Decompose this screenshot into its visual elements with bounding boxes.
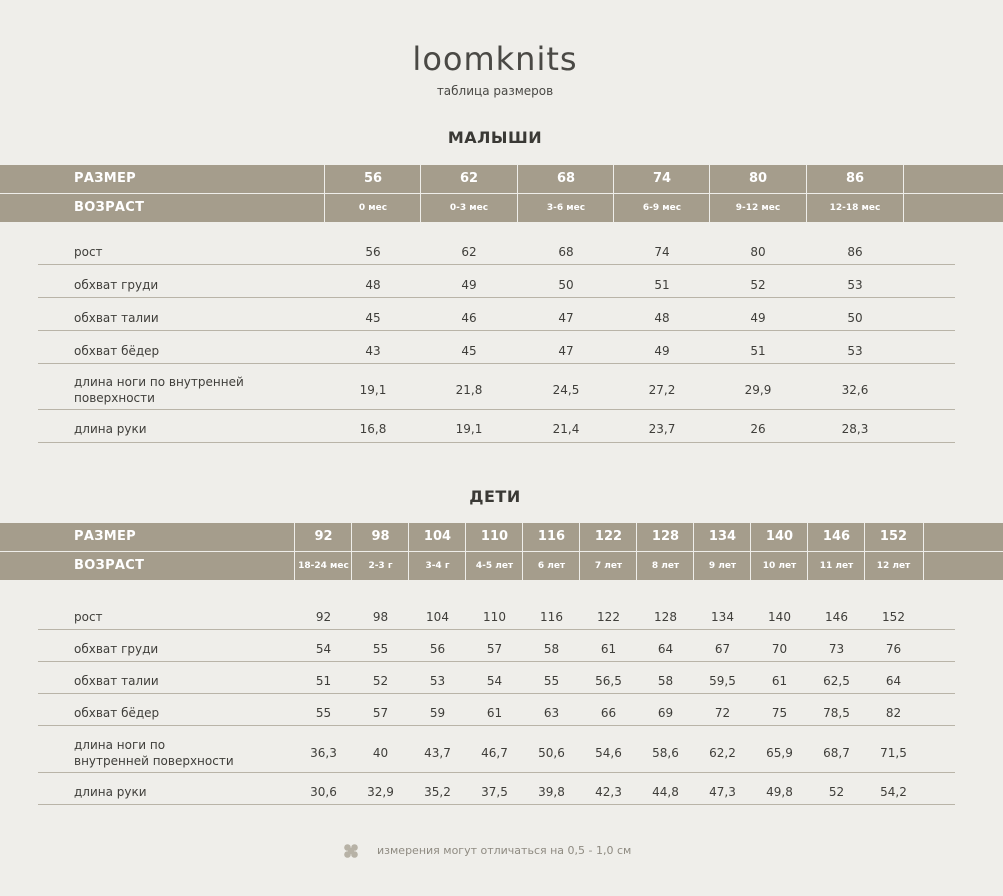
measurement-value: 42,3 (595, 785, 622, 799)
measurement-value: 80 (750, 245, 766, 259)
measurement-value: 23,7 (648, 422, 676, 436)
size-header-cell: 128 (651, 529, 680, 544)
measurement-value: 146 (825, 610, 848, 624)
table-row (38, 669, 955, 694)
measurement-value: 78,5 (823, 706, 850, 720)
measurement-value: 46 (461, 311, 477, 325)
measurement-value: 32,6 (841, 383, 869, 397)
measurement-value: 110 (483, 610, 506, 624)
measurement-value: 39,8 (538, 785, 565, 799)
page-subtitle: таблица размеров (436, 84, 554, 98)
measurement-value: 98 (372, 610, 389, 624)
column-divider (709, 165, 710, 222)
table-row (38, 734, 955, 773)
measurement-value: 43 (365, 344, 381, 358)
measurement-value: 46,7 (481, 746, 508, 760)
column-divider (613, 165, 614, 222)
measurement-value: 24,5 (552, 383, 580, 397)
measurement-value: 51 (750, 344, 766, 358)
measurement-value: 53 (847, 344, 863, 358)
measurement-value: 58 (543, 642, 560, 656)
measurement-value: 64 (885, 674, 902, 688)
measurement-value: 36,3 (310, 746, 337, 760)
measurement-value: 37,5 (481, 785, 508, 799)
babies-header-band (0, 165, 1003, 222)
measurement-value: 66 (600, 706, 617, 720)
size-header-cell: 104 (423, 529, 452, 544)
table-row (38, 338, 955, 364)
knot-icon (343, 843, 359, 859)
column-divider (522, 523, 523, 580)
measurement-value: 48 (365, 278, 381, 292)
age-header-cell: 6-9 мес (642, 203, 682, 213)
measurement-value: 56 (429, 642, 446, 656)
age-header-cell: 9 лет (708, 561, 737, 571)
measurement-value: 70 (771, 642, 788, 656)
footnote-text: измерения могут отличаться на 0,5 - 1,0 см (377, 844, 632, 857)
measurement-value: 21,8 (455, 383, 483, 397)
measurement-value: 47 (558, 344, 574, 358)
measurement-value: 73 (828, 642, 845, 656)
measurement-value: 35,2 (424, 785, 451, 799)
measurement-value: 59,5 (709, 674, 736, 688)
age-header-cell: 4-5 лет (475, 561, 514, 571)
age-header-cell: 10 лет (762, 561, 797, 571)
column-divider (750, 523, 751, 580)
measurement-value: 55 (315, 706, 332, 720)
table-row (38, 272, 955, 298)
column-divider (579, 523, 580, 580)
measurement-value: 21,4 (552, 422, 580, 436)
table-row (38, 780, 955, 805)
measurement-value: 49 (654, 344, 670, 358)
column-divider (636, 523, 637, 580)
babies-age-row (0, 194, 1003, 222)
measurement-label: обхват талии (74, 311, 159, 325)
measurement-value: 53 (429, 674, 446, 688)
size-header-cell: 122 (594, 529, 623, 544)
age-header-cell: 18-24 мес (298, 561, 349, 571)
measurement-value: 82 (885, 706, 902, 720)
size-header-cell: 98 (371, 529, 390, 544)
measurement-value: 57 (486, 642, 503, 656)
age-header-cell: 3-6 мес (546, 203, 586, 213)
measurement-value: 19,1 (359, 383, 387, 397)
measurement-value: 54,2 (880, 785, 907, 799)
measurement-label: обхват груди (74, 642, 159, 656)
size-header-cell: 68 (556, 171, 576, 186)
measurement-label: рост (74, 245, 103, 259)
measurement-value: 55 (543, 674, 560, 688)
size-header-cell: 92 (314, 529, 333, 544)
column-divider (517, 165, 518, 222)
measurement-value: 51 (654, 278, 670, 292)
measurement-label: обхват талии (74, 674, 159, 688)
size-header-cell: 140 (765, 529, 794, 544)
measurement-value: 68,7 (823, 746, 850, 760)
age-header-cell: 6 лет (537, 561, 566, 571)
size-header-cell: 86 (845, 171, 865, 186)
measurement-value: 134 (711, 610, 734, 624)
measurement-value: 54 (486, 674, 503, 688)
size-row-label: РАЗМЕР (74, 529, 136, 544)
measurement-value: 61 (486, 706, 503, 720)
column-divider (465, 523, 466, 580)
measurement-value: 104 (426, 610, 449, 624)
column-divider (408, 523, 409, 580)
table-row (38, 637, 955, 662)
kids-header-band (0, 523, 1003, 580)
table-row (38, 605, 955, 630)
measurement-value: 128 (654, 610, 677, 624)
measurement-value: 69 (657, 706, 674, 720)
table-row (38, 701, 955, 726)
measurement-value: 59 (429, 706, 446, 720)
measurement-value: 68 (558, 245, 574, 259)
age-row-label: ВОЗРАСТ (74, 558, 145, 573)
measurement-value: 75 (771, 706, 788, 720)
measurement-value: 45 (461, 344, 477, 358)
measurement-label: обхват бёдер (74, 706, 160, 720)
measurement-value: 29,9 (744, 383, 772, 397)
kids-section-title: ДЕТИ (469, 487, 521, 506)
size-header-cell: 134 (708, 529, 737, 544)
measurement-value: 40 (372, 746, 389, 760)
measurement-value: 50 (558, 278, 574, 292)
measurement-value: 44,8 (652, 785, 679, 799)
age-header-cell: 2-3 г (368, 561, 393, 571)
measurement-value: 62 (461, 245, 477, 259)
size-header-cell: 56 (363, 171, 383, 186)
measurement-value: 48 (654, 311, 670, 325)
measurement-value: 56,5 (595, 674, 622, 688)
size-row-label: РАЗМЕР (74, 171, 136, 186)
size-header-cell: 110 (480, 529, 509, 544)
size-header-cell: 116 (537, 529, 566, 544)
measurement-label: обхват бёдер (74, 344, 160, 358)
column-divider (324, 165, 325, 222)
measurement-value: 50 (847, 311, 863, 325)
babies-size-row (0, 165, 1003, 193)
kids-age-row (0, 552, 1003, 580)
column-divider (923, 523, 924, 580)
measurement-value: 47,3 (709, 785, 736, 799)
measurement-label: длина руки (74, 785, 147, 799)
measurement-value: 67 (714, 642, 731, 656)
measurement-value: 30,6 (310, 785, 337, 799)
measurement-value: 27,2 (648, 383, 676, 397)
measurement-value: 49 (461, 278, 477, 292)
babies-section-title: МАЛЫШИ (447, 128, 543, 147)
measurement-value: 51 (315, 674, 332, 688)
size-header-cell: 152 (879, 529, 908, 544)
measurement-value: 62,2 (709, 746, 736, 760)
measurement-value: 61 (600, 642, 617, 656)
age-header-cell: 9-12 мес (735, 203, 781, 213)
measurement-value: 19,1 (455, 422, 483, 436)
measurement-value: 52 (828, 785, 845, 799)
measurement-value: 64 (657, 642, 674, 656)
size-header-cell: 74 (652, 171, 672, 186)
measurement-value: 76 (885, 642, 902, 656)
measurement-label: длина ноги по внутренней поверхности (74, 738, 234, 768)
measurement-value: 56 (365, 245, 381, 259)
measurement-value: 43,7 (424, 746, 451, 760)
age-header-cell: 8 лет (651, 561, 680, 571)
measurement-value: 65,9 (766, 746, 793, 760)
column-divider (693, 523, 694, 580)
measurement-label: рост (74, 610, 103, 624)
table-row (38, 240, 955, 265)
measurement-value: 26 (750, 422, 766, 436)
measurement-value: 32,9 (367, 785, 394, 799)
measurement-value: 49 (750, 311, 766, 325)
age-header-cell: 12 лет (876, 561, 911, 571)
table-row (38, 416, 955, 443)
measurement-value: 55 (372, 642, 389, 656)
measurement-value: 50,6 (538, 746, 565, 760)
measurement-value: 52 (750, 278, 766, 292)
measurement-value: 53 (847, 278, 863, 292)
age-header-cell: 12-18 мес (829, 203, 881, 213)
measurement-value: 62,5 (823, 674, 850, 688)
measurement-value: 57 (372, 706, 389, 720)
brand-logo: loomknits (412, 40, 578, 78)
measurement-value: 61 (771, 674, 788, 688)
measurement-value: 140 (768, 610, 791, 624)
measurement-value: 122 (597, 610, 620, 624)
measurement-value: 86 (847, 245, 863, 259)
measurement-value: 152 (882, 610, 905, 624)
table-row (38, 371, 955, 410)
column-divider (864, 523, 865, 580)
column-divider (903, 165, 904, 222)
size-header-cell: 80 (748, 171, 768, 186)
measurement-value: 71,5 (880, 746, 907, 760)
measurement-label: длина ноги по внутренней поверхности (74, 375, 244, 405)
column-divider (294, 523, 295, 580)
kids-size-row (0, 523, 1003, 551)
measurement-value: 49,8 (766, 785, 793, 799)
measurement-value: 63 (543, 706, 560, 720)
column-divider (807, 523, 808, 580)
measurement-value: 92 (315, 610, 332, 624)
column-divider (806, 165, 807, 222)
age-header-cell: 11 лет (819, 561, 854, 571)
age-header-cell: 0-3 мес (449, 203, 489, 213)
measurement-value: 54 (315, 642, 332, 656)
table-row (38, 305, 955, 331)
measurement-value: 28,3 (841, 422, 869, 436)
measurement-label: длина руки (74, 422, 147, 436)
measurement-value: 72 (714, 706, 731, 720)
size-header-cell: 62 (459, 171, 479, 186)
measurement-label: обхват груди (74, 278, 159, 292)
measurement-value: 116 (540, 610, 563, 624)
size-header-cell: 146 (822, 529, 851, 544)
age-row-label: ВОЗРАСТ (74, 200, 145, 215)
age-header-cell: 7 лет (594, 561, 623, 571)
age-header-cell: 3-4 г (425, 561, 450, 571)
measurement-value: 58,6 (652, 746, 679, 760)
age-header-cell: 0 мес (358, 203, 388, 213)
measurement-value: 54,6 (595, 746, 622, 760)
measurement-value: 52 (372, 674, 389, 688)
measurement-value: 47 (558, 311, 574, 325)
measurement-value: 16,8 (359, 422, 387, 436)
measurement-value: 58 (657, 674, 674, 688)
measurement-value: 74 (654, 245, 670, 259)
column-divider (351, 523, 352, 580)
column-divider (420, 165, 421, 222)
measurement-value: 45 (365, 311, 381, 325)
